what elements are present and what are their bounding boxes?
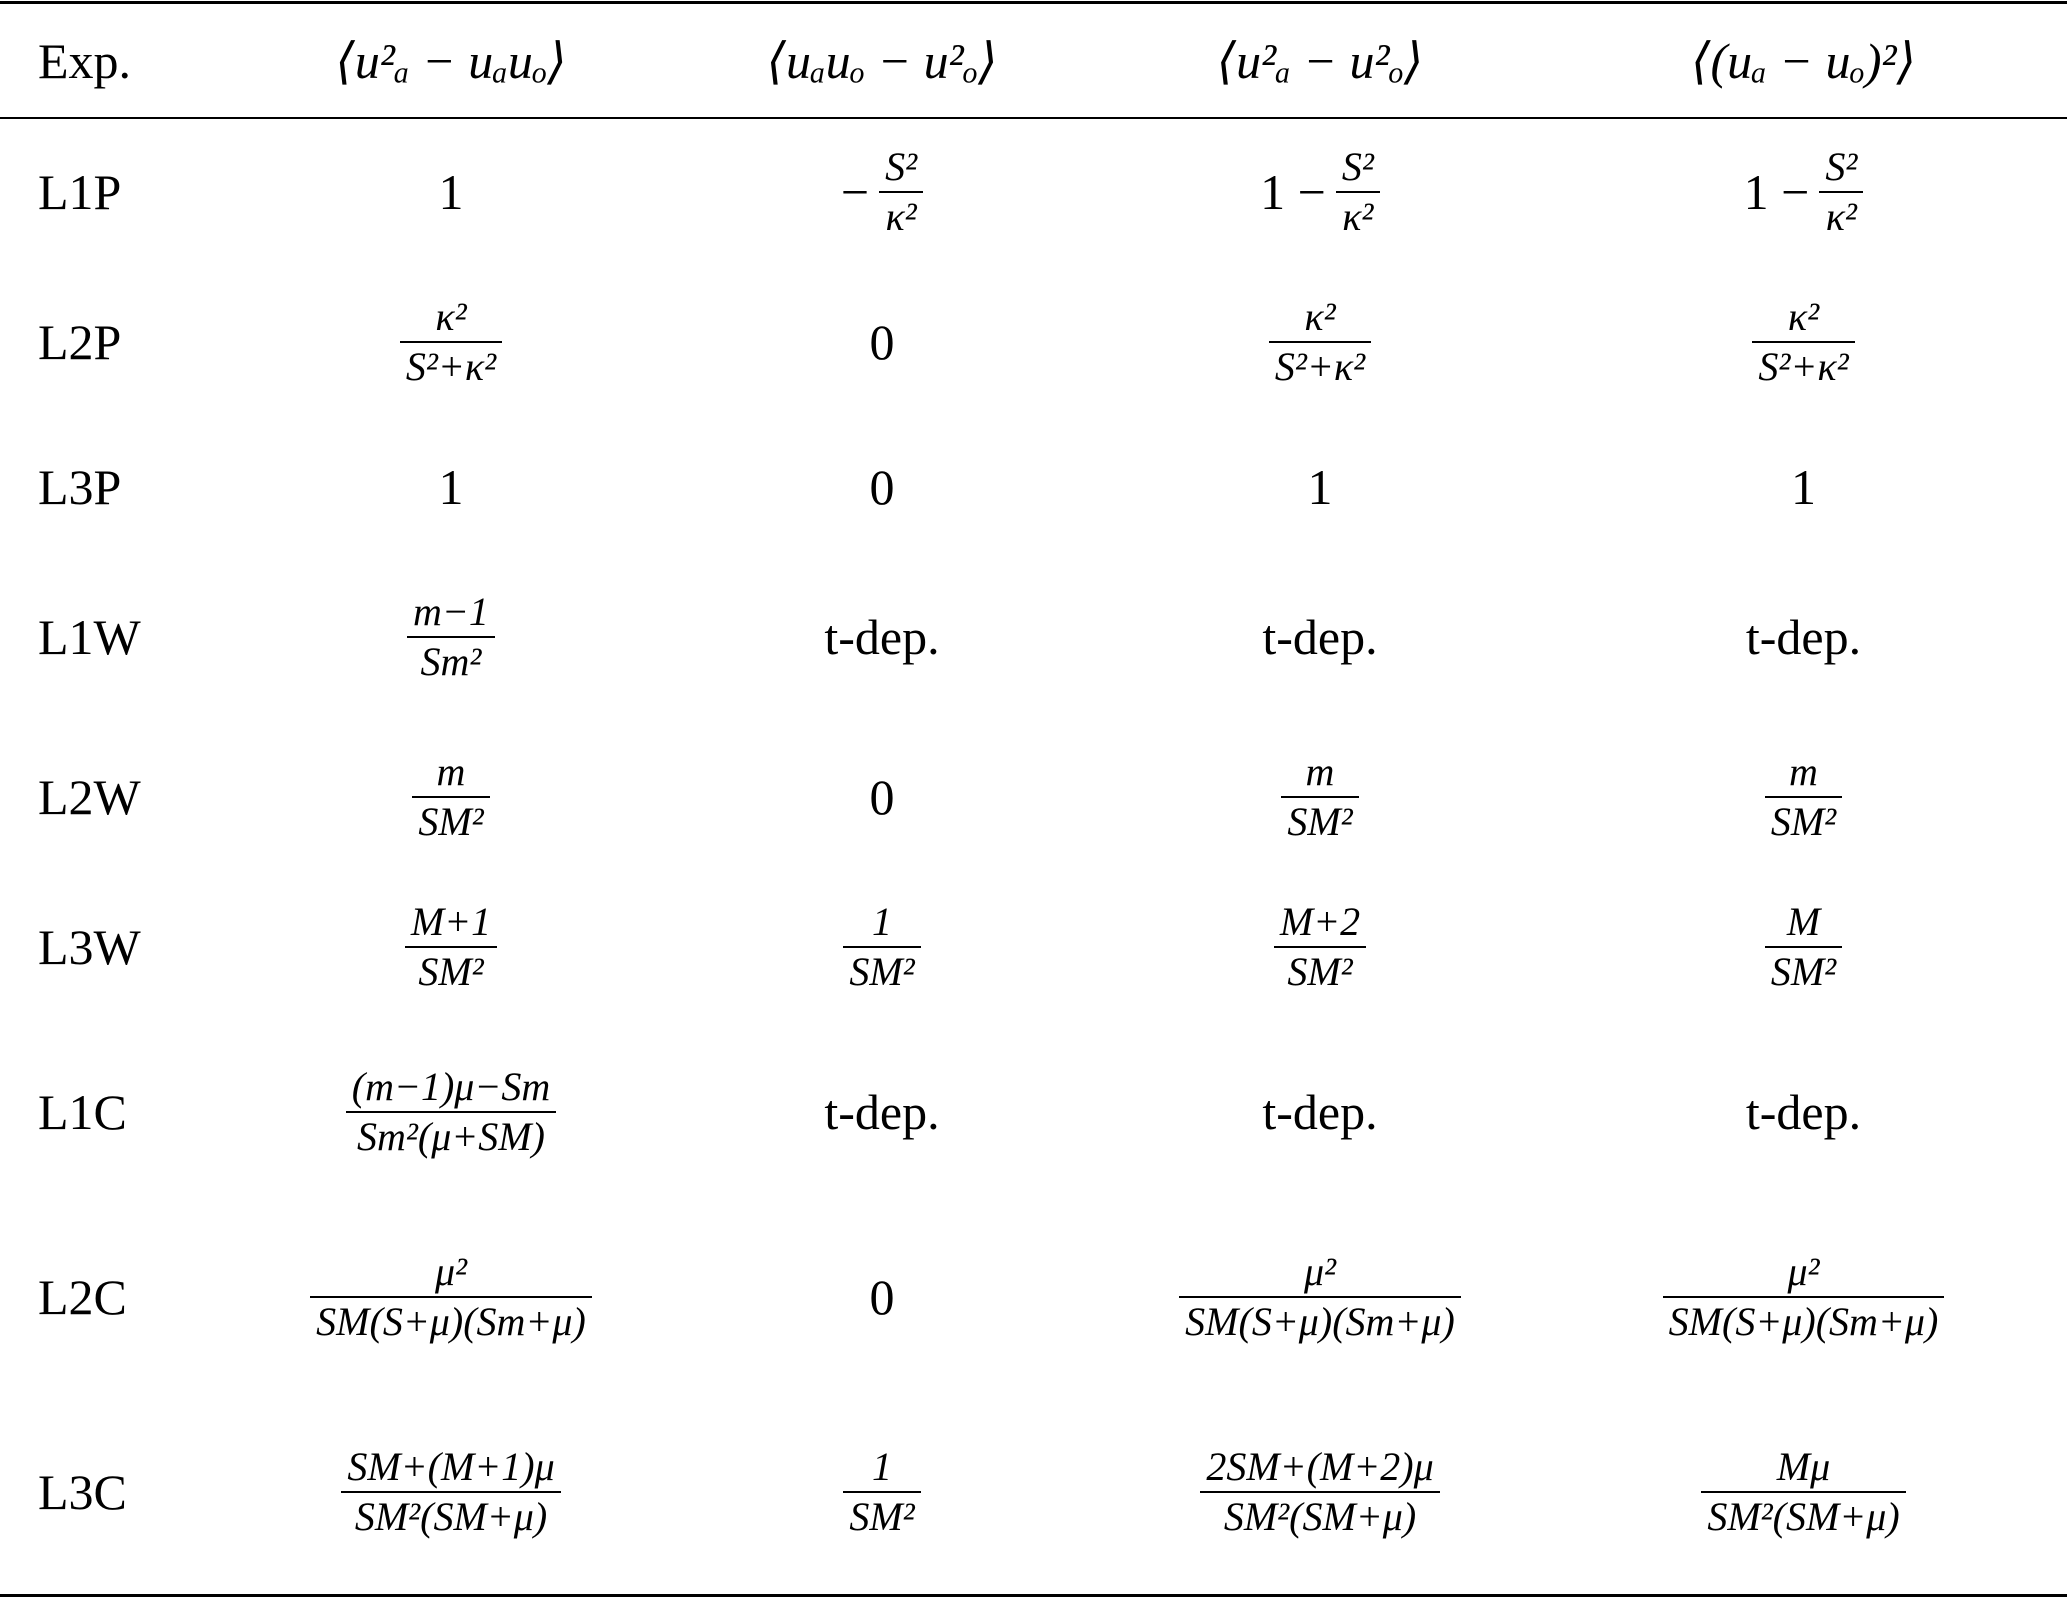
cell-expression: [1281, 749, 1358, 844]
table-cell: [238, 1022, 664, 1202]
table-row: [0, 872, 2067, 1022]
table-cell: [1540, 262, 2067, 422]
fraction-numerator: 1: [872, 1444, 892, 1489]
fraction-denominator: SM²: [1770, 949, 1837, 994]
cell-value: 0: [869, 769, 895, 825]
fraction-denominator: SM²(SM+μ): [1223, 1494, 1417, 1539]
fraction-denominator: S²+κ²: [1274, 344, 1366, 389]
table-cell: [664, 122, 1100, 262]
fraction: [879, 144, 923, 239]
cell-expression: [412, 749, 489, 844]
fraction-numerator: Mμ: [1776, 1444, 1831, 1489]
cell-value: t-dep.: [824, 1084, 940, 1140]
cell-value: 1: [438, 164, 464, 220]
fraction-numerator: m: [1789, 749, 1818, 794]
header-col-1: ⟨u²ₐ − uₐuₒ⟩: [335, 33, 567, 89]
header-col-3: ⟨u²ₐ − u²ₒ⟩: [1216, 33, 1424, 89]
fraction: [1274, 899, 1366, 994]
fraction-numerator: μ²: [434, 1249, 468, 1294]
table-cell: [238, 552, 664, 722]
cell-expression: [1701, 1444, 1905, 1539]
fraction-denominator: S²+κ²: [405, 344, 497, 389]
table-row: [0, 122, 2067, 262]
table-row: [0, 552, 2067, 722]
fraction-numerator: κ²: [1304, 294, 1336, 339]
row-label: L1C: [38, 1084, 127, 1140]
fraction: [1765, 899, 1842, 994]
row-label: L3C: [38, 1464, 127, 1520]
fraction-numerator: S²: [1341, 144, 1374, 189]
fraction-denominator: Sm²(μ+SM): [357, 1114, 545, 1159]
fraction: [1819, 144, 1863, 239]
cell-value: 0: [869, 1269, 895, 1325]
fraction-denominator: SM²: [1287, 949, 1353, 994]
table-cell: [238, 1392, 664, 1592]
table-cell: [1100, 722, 1540, 872]
table-cell: [664, 1202, 1100, 1392]
fraction-denominator: κ²: [1342, 194, 1374, 239]
fraction-denominator: S²+κ²: [1758, 344, 1849, 389]
cell-expression: [341, 1444, 560, 1539]
cell-expression: [1663, 1249, 1945, 1344]
table-row: [0, 422, 2067, 552]
cell-expression: [310, 1249, 592, 1344]
header-col-4: ⟨(uₐ − uₒ)²⟩: [1691, 33, 1916, 89]
table-cell: [238, 122, 664, 262]
cell-expression: [1274, 899, 1366, 994]
cell-value: t-dep.: [1745, 609, 1862, 665]
fraction-numerator: SM+(M+1)μ: [347, 1444, 555, 1489]
table-cell: [238, 262, 664, 422]
table-cell: [664, 262, 1100, 422]
fraction-denominator: SM(S+μ)(Sm+μ): [316, 1299, 586, 1344]
cell-expression: [1765, 749, 1842, 844]
cell-value: 0: [869, 459, 895, 515]
table-top-rule: [0, 1, 2067, 4]
cell-expression: [843, 899, 920, 994]
row-label: L3W: [38, 919, 141, 975]
fraction-numerator: m−1: [413, 589, 489, 634]
cell-expression: [840, 144, 923, 239]
fraction: [341, 1444, 560, 1539]
fraction-denominator: SM²: [1770, 799, 1837, 844]
cell-expression: [407, 589, 495, 684]
table-cell: [1100, 1022, 1540, 1202]
fraction-denominator: κ²: [1825, 194, 1857, 239]
fraction-denominator: SM²(SM+μ): [1707, 1494, 1900, 1539]
row-label: L2C: [38, 1269, 127, 1325]
fraction-denominator: SM²(SM+μ): [354, 1494, 548, 1539]
table-cell: [1100, 262, 1540, 422]
table-cell: [1100, 552, 1540, 722]
fraction-numerator: M+1: [410, 899, 492, 944]
cell-expression: [1179, 1249, 1461, 1344]
table-cell: [1100, 422, 1540, 552]
table-row: [0, 1202, 2067, 1392]
table-cell: [1540, 552, 2067, 722]
table-cell: [664, 1022, 1100, 1202]
fraction: [1336, 144, 1380, 239]
fraction: [412, 749, 489, 844]
row-label: L2W: [38, 769, 141, 825]
table-cell: [1100, 1392, 1540, 1592]
table-cell: [664, 1392, 1100, 1592]
table-cell: [1540, 1022, 2067, 1202]
table-row: [0, 1392, 2067, 1592]
fraction-numerator: S²: [885, 144, 918, 189]
cell-value: 1: [1791, 459, 1816, 515]
cell-value: 1: [438, 459, 464, 515]
fraction-denominator: SM(S+μ)(Sm+μ): [1185, 1299, 1455, 1344]
cell-expression: [1765, 899, 1842, 994]
fraction-denominator: SM(S+μ)(Sm+μ): [1668, 1299, 1939, 1344]
cell-expression: [1200, 1444, 1439, 1539]
table-header-row: [0, 5, 2067, 117]
fraction-numerator: 2SM+(M+2)μ: [1206, 1444, 1434, 1489]
row-label: L2P: [38, 314, 122, 370]
fraction: [1179, 1249, 1461, 1344]
header-col-2: ⟨uₐuₒ − u²ₒ⟩: [766, 33, 998, 89]
cell-value: t-dep.: [824, 609, 940, 665]
cell-expression: [400, 294, 502, 389]
expression-lead: 1 −: [1260, 164, 1326, 220]
cell-value: t-dep.: [1262, 1084, 1378, 1140]
fraction-numerator: μ²: [1303, 1249, 1337, 1294]
fraction: [1765, 749, 1842, 844]
table-cell: [1540, 422, 2067, 552]
fraction: [405, 899, 497, 994]
fraction-numerator: κ²: [1787, 294, 1820, 339]
fraction-numerator: M: [1786, 899, 1821, 944]
fraction: [1269, 294, 1371, 389]
cell-value: 0: [869, 314, 895, 370]
cell-expression: [405, 899, 497, 994]
cell-expression: [843, 1444, 920, 1539]
table-cell: [1100, 872, 1540, 1022]
table-cell: [1540, 872, 2067, 1022]
fraction: [1200, 1444, 1439, 1539]
fraction-denominator: SM²: [418, 949, 484, 994]
table-cell: [1540, 722, 2067, 872]
expression-lead: 1 −: [1743, 164, 1810, 220]
cell-value: 1: [1307, 459, 1333, 515]
table-cell: [238, 422, 664, 552]
fraction-numerator: κ²: [435, 294, 467, 339]
fraction: [1281, 749, 1358, 844]
row-label: L3P: [38, 459, 122, 515]
fraction: [346, 1064, 556, 1159]
fraction: [1752, 294, 1854, 389]
table-cell: [664, 722, 1100, 872]
cell-value: t-dep.: [1745, 1084, 1862, 1140]
fraction-numerator: M+2: [1279, 899, 1361, 944]
fraction-denominator: SM²: [418, 799, 484, 844]
table-cell: [1540, 1202, 2067, 1392]
fraction-numerator: m: [436, 749, 466, 794]
row-label: L1P: [38, 164, 122, 220]
fraction-numerator: S²: [1825, 144, 1858, 189]
fraction: [310, 1249, 592, 1344]
fraction-denominator: SM²: [1287, 799, 1353, 844]
table-cell: [1100, 1202, 1540, 1392]
cell-expression: [346, 1064, 556, 1159]
header-exp: Exp.: [38, 33, 132, 89]
row-label: L1W: [38, 609, 141, 665]
table-cell: [664, 552, 1100, 722]
table-cell: [238, 1202, 664, 1392]
fraction-numerator: m: [1305, 749, 1335, 794]
table-bottom-rule: [0, 1594, 2067, 1597]
fraction: [843, 899, 920, 994]
fraction-denominator: SM²: [849, 1494, 915, 1539]
table-row: [0, 262, 2067, 422]
cell-expression: [1260, 144, 1380, 239]
fraction-denominator: Sm²: [420, 639, 482, 684]
table-cell: [238, 872, 664, 1022]
table-cell: [664, 422, 1100, 552]
fraction-numerator: (m−1)μ−Sm: [351, 1064, 551, 1109]
cell-expression: [1752, 294, 1854, 389]
table-cell: [238, 722, 664, 872]
expression-lead: −: [840, 164, 870, 220]
fraction: [843, 1444, 920, 1539]
table-cell: [1100, 122, 1540, 262]
table-cell: [1540, 122, 2067, 262]
fraction-denominator: SM²: [849, 949, 915, 994]
cell-value: t-dep.: [1262, 609, 1378, 665]
fraction-numerator: μ²: [1787, 1249, 1820, 1294]
cell-expression: [1743, 144, 1864, 239]
table-row: [0, 1022, 2067, 1202]
fraction: [407, 589, 495, 684]
table-header-rule: [0, 117, 2067, 119]
fraction: [1663, 1249, 1945, 1344]
fraction: [400, 294, 502, 389]
table-cell: [664, 872, 1100, 1022]
cell-expression: [1269, 294, 1371, 389]
table-cell: [1540, 1392, 2067, 1592]
table-row: [0, 722, 2067, 872]
fraction-denominator: κ²: [885, 194, 917, 239]
fraction-numerator: 1: [872, 899, 892, 944]
fraction: [1701, 1444, 1905, 1539]
